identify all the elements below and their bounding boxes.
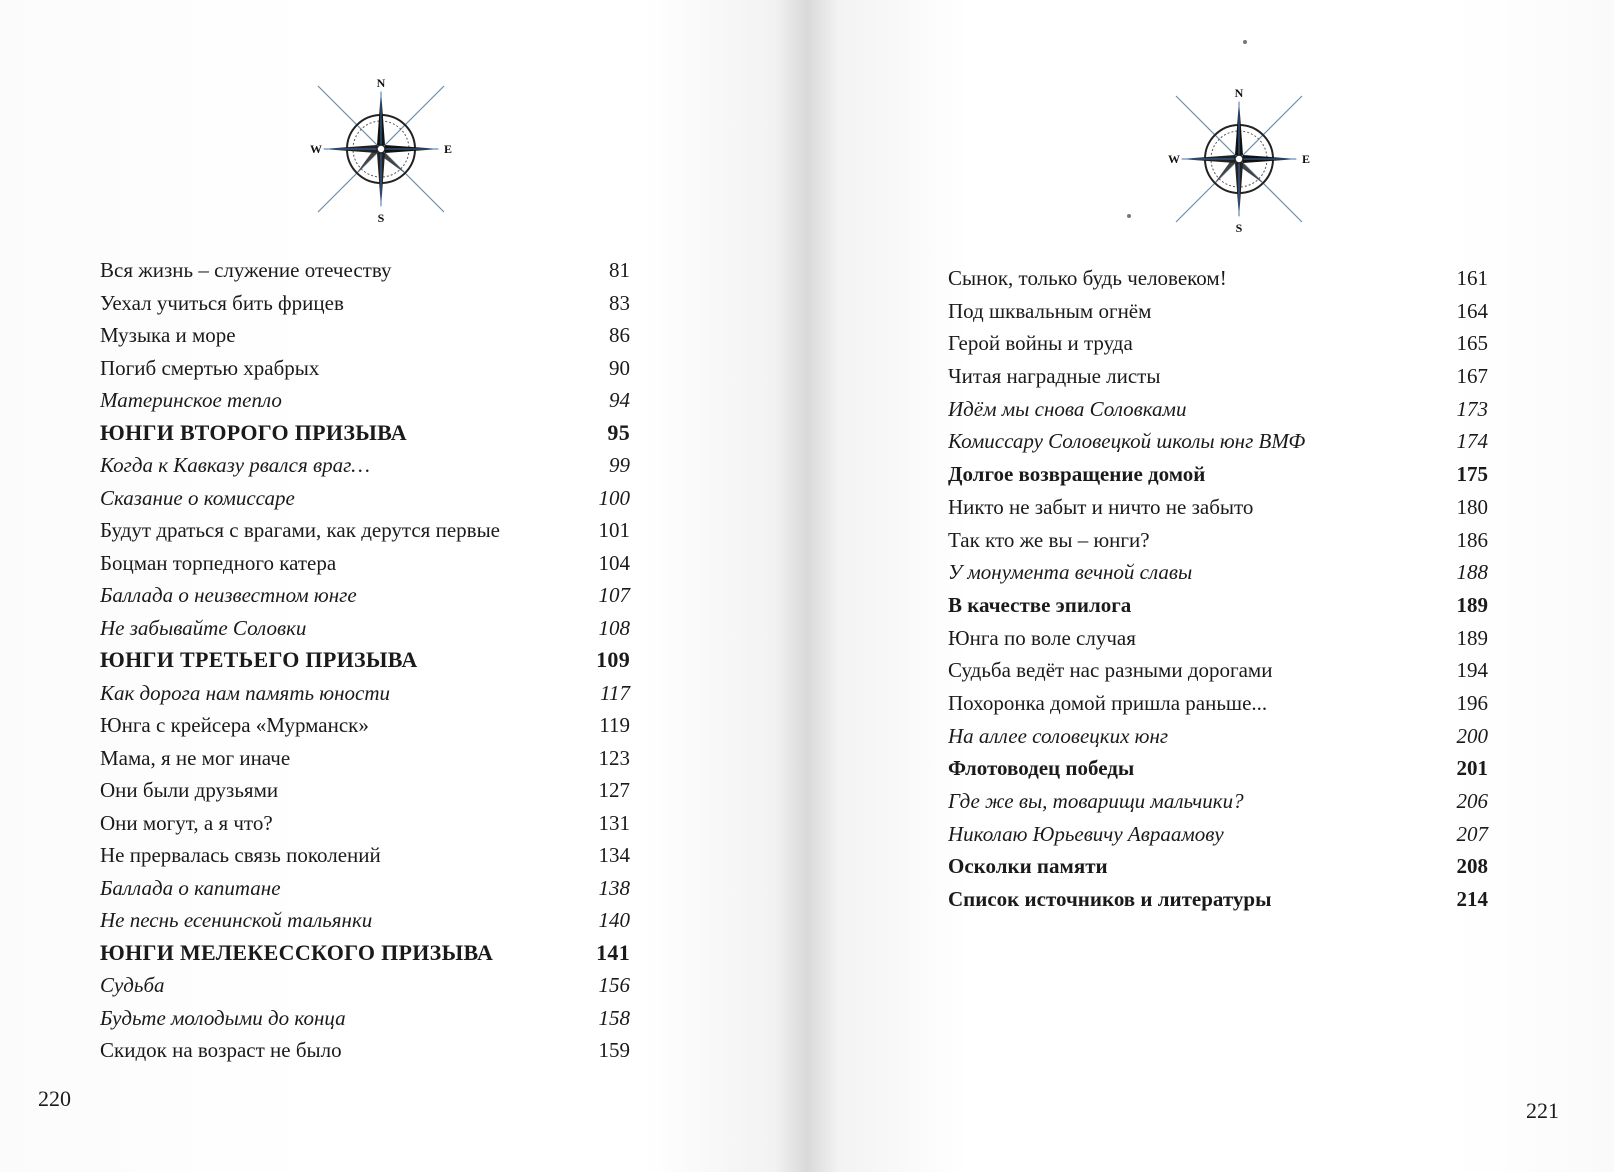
toc-entry-title: Сынок, только будь человеком! [948, 266, 1227, 290]
compass-north-label: N [376, 76, 386, 90]
toc-entry [100, 872, 630, 905]
toc-entry [948, 687, 1488, 720]
toc-entry [948, 589, 1488, 622]
toc-entry-title: Николаю Юрьевичу Авраамову [948, 821, 1224, 846]
toc-entry-page: 186 [1456, 527, 1488, 552]
toc-entry [100, 677, 630, 710]
toc-entry-page: 81 [609, 258, 630, 282]
compass-center [1235, 155, 1243, 163]
toc-entry-title: Долгое возвращение домой [948, 462, 1206, 487]
toc-entry-title: Юнга по воле случая [948, 625, 1136, 650]
toc-entry-title: Никто не забыт и ничто не забыто [948, 494, 1254, 519]
toc-entry-title: Осколки памяти [948, 854, 1108, 879]
toc-entry [100, 579, 630, 612]
toc-entry [100, 287, 630, 320]
compass-east-label: E [443, 142, 452, 156]
toc-entry-page: 175 [1456, 462, 1488, 487]
toc-entry [948, 654, 1488, 687]
toc-entry-page: 99 [609, 453, 630, 477]
toc-entry [948, 785, 1488, 818]
toc-entry-page: 156 [598, 973, 630, 997]
toc-entry-page: 214 [1456, 887, 1488, 912]
toc-entry-page: 196 [1456, 690, 1488, 715]
toc-entry [100, 774, 630, 807]
compass-east-label: E [1301, 152, 1310, 166]
toc-entry-page: 207 [1456, 821, 1488, 846]
toc-entry-title: Не забывайте Соловки [100, 615, 307, 640]
toc-entry-page: 90 [609, 355, 630, 380]
toc-entry [948, 850, 1488, 883]
toc-entry-title: Под шквальным огнём [948, 298, 1152, 323]
toc-entry [948, 425, 1488, 458]
toc-entry-title: Музыка и море [100, 323, 236, 347]
compass-west-label: W [310, 142, 322, 156]
toc-entry-title: Они могут, а я что? [100, 810, 273, 835]
toc-entry-title: Судьба ведёт нас разными дорогами [948, 658, 1273, 683]
compass-south-label: S [377, 211, 385, 224]
toc-entry-title: Материнское тепло [100, 388, 282, 412]
toc-entry-title: У монумента вечной славы [948, 560, 1193, 585]
toc-entry [100, 969, 630, 1002]
toc-left [100, 254, 630, 1067]
toc-entry-title: ЮНГИ ВТОРОГО ПРИЗЫВА [100, 419, 407, 445]
toc-entry [100, 514, 630, 547]
page-number-right: 221 [1526, 1098, 1559, 1123]
toc-entry-page: 159 [598, 1038, 630, 1062]
toc-entry [100, 352, 630, 385]
toc-entry-page: 108 [598, 615, 630, 640]
toc-entry-page: 104 [598, 550, 630, 575]
toc-entry-title: Список источников и литературы [948, 887, 1272, 912]
toc-entry-page: 86 [609, 323, 630, 347]
compass-west-label: W [1168, 152, 1180, 166]
toc-entry-title: Мама, я не мог иначе [100, 745, 291, 770]
toc-entry-page: 167 [1456, 364, 1488, 389]
toc-entry [100, 547, 630, 580]
toc-entry-page: 119 [599, 713, 630, 737]
toc-entry [100, 1002, 630, 1035]
toc-entry-page: 174 [1456, 429, 1488, 454]
toc-entry [100, 384, 630, 417]
toc-entry-page: 200 [1456, 723, 1488, 748]
toc-entry-title: Сказание о комиссаре [100, 485, 295, 510]
toc-entry [100, 612, 630, 645]
toc-entry [948, 883, 1488, 916]
toc-entry-title: ЮНГИ ТРЕТЬЕГО ПРИЗЫВА [100, 647, 418, 672]
toc-entry-title: ЮНГИ МЕЛЕКЕССКОГО ПРИЗЫВА [100, 939, 494, 965]
toc-entry [100, 417, 630, 450]
compass-rose-icon [306, 74, 456, 224]
toc-entry [100, 937, 630, 970]
toc-entry-title: В качестве эпилога [948, 592, 1132, 617]
toc-entry [948, 524, 1488, 557]
toc-entry [100, 742, 630, 775]
toc-entry [948, 622, 1488, 655]
toc-entry-title: Вся жизнь – служение отечеству [100, 258, 392, 282]
toc-entry [948, 327, 1488, 360]
toc-entry-title: Они были друзьями [100, 778, 279, 802]
toc-entry [948, 295, 1488, 328]
toc-entry [948, 262, 1488, 295]
toc-right [948, 262, 1488, 916]
toc-entry [100, 904, 630, 937]
toc-entry-title: Так кто же вы – юнги? [948, 527, 1150, 552]
toc-entry-title: Будьте молодыми до конца [100, 1005, 346, 1030]
toc-entry-page: 201 [1456, 756, 1488, 781]
toc-entry-title: Флотоводец победы [948, 756, 1135, 781]
toc-entry-title: Скидок на возраст не было [100, 1038, 342, 1062]
toc-entry-page: 141 [596, 939, 630, 965]
print-speck [1127, 214, 1131, 218]
toc-entry-page: 164 [1456, 298, 1488, 323]
toc-entry-title: Будут драться с врагами, как дерутся первые [100, 518, 500, 542]
toc-entry-page: 134 [598, 843, 630, 867]
toc-entry [100, 709, 630, 742]
compass-center [377, 145, 385, 153]
toc-entry [100, 482, 630, 515]
toc-entry-page: 161 [1456, 266, 1488, 290]
toc-entry-title: Боцман торпедного катера [100, 550, 337, 575]
toc-entry-page: 131 [598, 810, 630, 835]
toc-entry-page: 194 [1456, 658, 1488, 683]
toc-entry-page: 123 [598, 745, 630, 770]
toc-entry [100, 839, 630, 872]
toc-entry-page: 173 [1456, 396, 1488, 421]
toc-entry-page: 94 [609, 388, 630, 412]
toc-entry-page: 158 [598, 1005, 630, 1030]
toc-entry-title: На аллее соловецких юнг [948, 723, 1169, 748]
compass-north-label: N [1234, 86, 1244, 100]
toc-entry-title: Не песнь есенинской тальянки [100, 908, 373, 932]
toc-entry-page: 189 [1456, 625, 1488, 650]
toc-entry [948, 752, 1488, 785]
toc-entry [100, 807, 630, 840]
toc-entry [948, 818, 1488, 851]
toc-entry-title: Баллада о капитане [100, 875, 281, 900]
toc-entry-page: 109 [596, 647, 630, 672]
toc-entry-page: 180 [1456, 494, 1488, 519]
toc-entry [948, 491, 1488, 524]
toc-entry-page: 100 [598, 485, 630, 510]
toc-entry-page: 206 [1456, 789, 1488, 813]
toc-entry-title: Юнга с крейсера «Мурманск» [100, 713, 369, 737]
toc-entry [100, 254, 630, 287]
toc-entry [948, 360, 1488, 393]
toc-entry [100, 644, 630, 677]
toc-entry [948, 393, 1488, 426]
print-speck [1243, 40, 1247, 44]
toc-entry [948, 458, 1488, 491]
toc-entry-page: 189 [1456, 592, 1488, 617]
page-number-left: 220 [38, 1086, 71, 1111]
toc-entry-page: 127 [598, 778, 630, 802]
toc-entry-title: Похоронка домой пришла раньше... [948, 690, 1268, 715]
toc-entry [948, 556, 1488, 589]
toc-entry-title: Герой войны и труда [948, 331, 1133, 356]
toc-entry-title: Уехал учиться бить фрицев [100, 290, 344, 315]
toc-entry-title: Не прервалась связь поколений [100, 843, 381, 867]
toc-entry-page: 95 [607, 419, 630, 445]
toc-entry-page: 140 [598, 908, 630, 932]
toc-entry-page: 165 [1456, 331, 1488, 356]
toc-entry-page: 101 [598, 518, 630, 542]
toc-entry-title: Идём мы снова Соловками [948, 396, 1187, 421]
toc-entry-title: Судьба [100, 973, 165, 997]
toc-entry-page: 138 [598, 875, 630, 900]
toc-entry [100, 449, 630, 482]
toc-entry-page: 208 [1456, 854, 1488, 879]
toc-entry [100, 319, 630, 352]
toc-entry-title: Баллада о неизвестном юнге [100, 583, 357, 607]
toc-entry-title: Комиссару Соловецкой школы юнг ВМФ [948, 429, 1306, 454]
toc-entry-title: Читая наградные листы [948, 364, 1161, 389]
toc-entry-title: Погиб смертью храбрых [100, 355, 320, 380]
toc-entry-page: 107 [598, 583, 630, 607]
toc-entry-page: 117 [600, 680, 630, 705]
compass-south-label: S [1235, 221, 1243, 234]
toc-entry [948, 720, 1488, 753]
toc-entry-page: 188 [1456, 560, 1488, 585]
toc-entry-page: 83 [609, 290, 630, 315]
toc-entry-title: Когда к Кавказу рвался враг… [100, 453, 370, 477]
toc-entry-title: Как дорога нам память юности [100, 680, 391, 705]
toc-entry [100, 1034, 630, 1067]
toc-entry-title: Где же вы, товарищи мальчики? [948, 789, 1244, 813]
compass-rose-icon [1164, 84, 1314, 234]
